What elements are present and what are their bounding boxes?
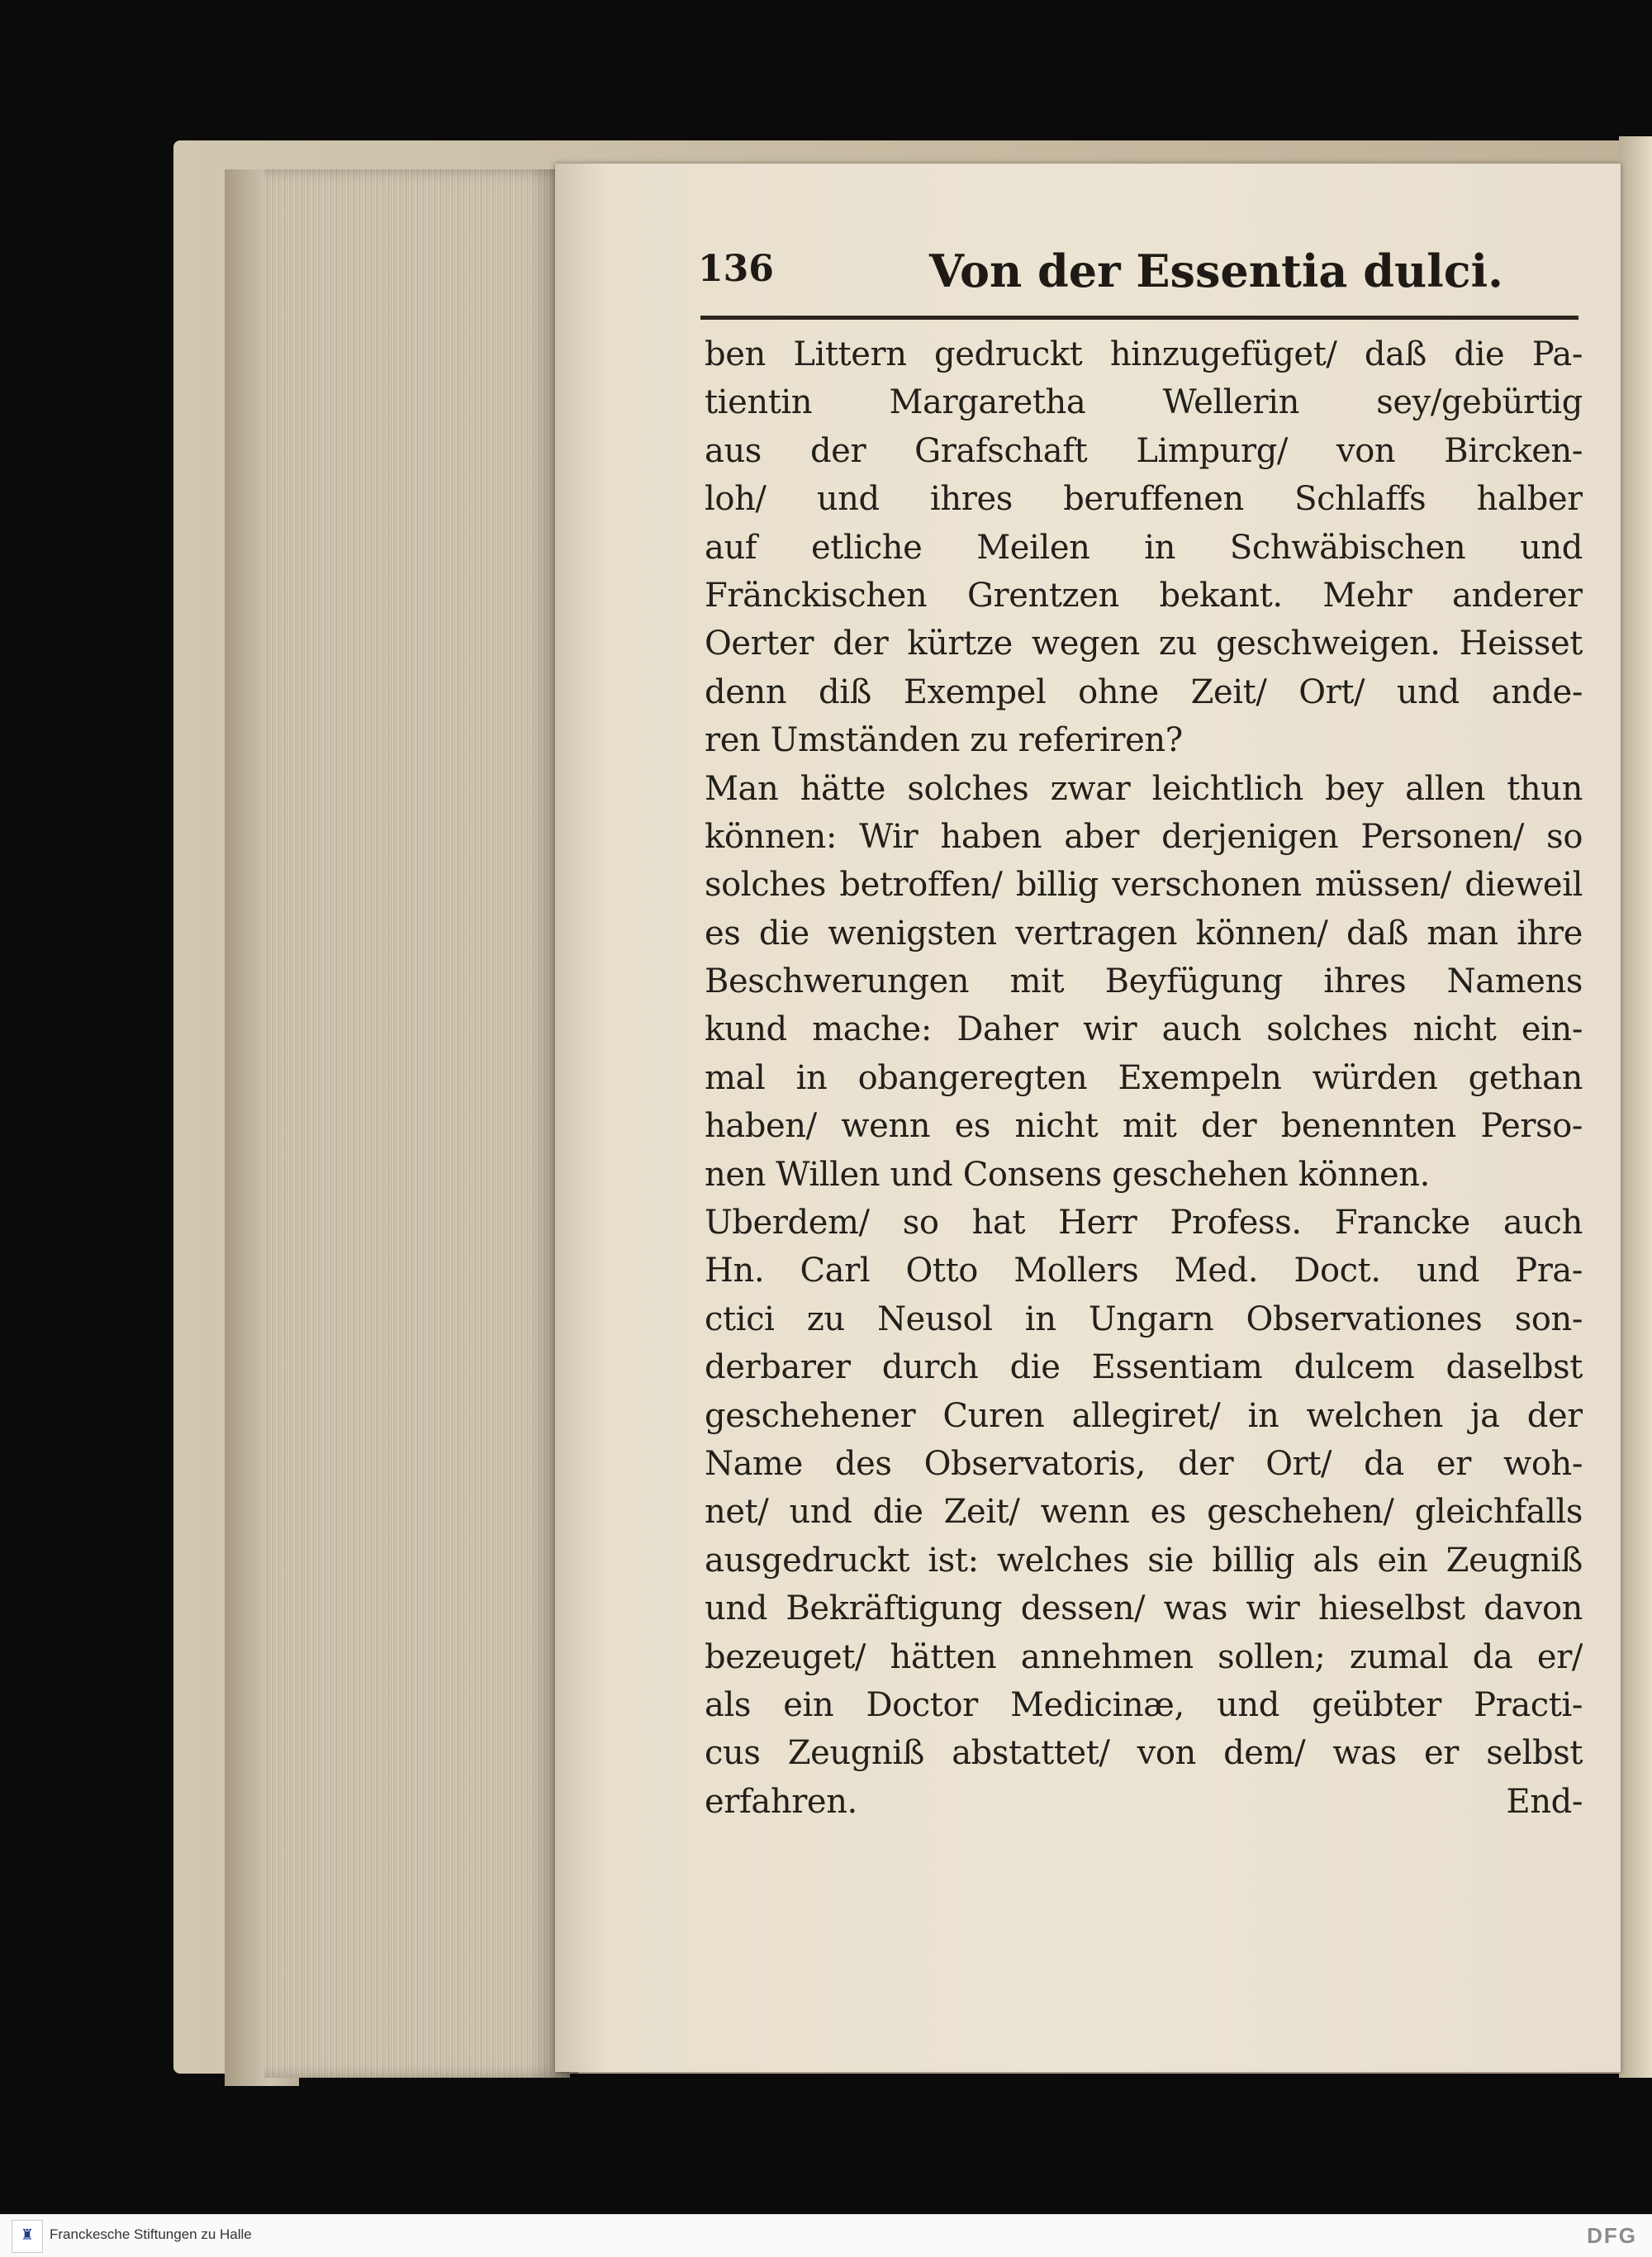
text-line: auf etliche Meilen in Schwäbischen und bbox=[705, 528, 1583, 567]
text-line: können: Wir haben aber derjenigen Personen/ so bbox=[705, 817, 1583, 856]
text-line: ausgedruckt ist: welches sie billig als ein Zeugniß bbox=[705, 1541, 1583, 1580]
text-line: denn diß Exempel ohne Zeit/ Ort/ und ande- bbox=[705, 672, 1583, 711]
text-line: Uberdem/ so hat Herr Profess. Francke auch bbox=[705, 1204, 1583, 1243]
dfg-logo[interactable]: DFG bbox=[1587, 2223, 1637, 2248]
text-line: erfahren. bbox=[705, 1782, 857, 1821]
text-line: Beschwerungen mit Beyfügung ihres Namens bbox=[705, 962, 1583, 1001]
text-line: als ein Doctor Medicinæ, und geübter Practi- bbox=[705, 1685, 1583, 1724]
facing-page-edge bbox=[1619, 136, 1652, 2078]
logo-mark-icon: ♜ bbox=[20, 2226, 35, 2244]
text-line: Man hätte solches zwar leichtlich bey allen thun bbox=[705, 769, 1583, 808]
text-line: nen Willen und Consens geschehen können. bbox=[705, 1155, 1430, 1194]
text-line: Oerter der kürtze wegen zu geschweigen. Heisset bbox=[705, 625, 1583, 663]
institution-name[interactable]: Franckesche Stiftungen zu Halle bbox=[50, 2226, 252, 2242]
page-number: 136 bbox=[698, 248, 774, 290]
text-line: derbarer durch die Essentiam dulcem daselbst bbox=[705, 1348, 1583, 1387]
text-line: Hn. Carl Otto Mollers Med. Doct. und Pra- bbox=[705, 1252, 1583, 1290]
body-text bbox=[705, 330, 1583, 1826]
text-line: es die wenigsten vertragen können/ daß man ihre bbox=[705, 914, 1583, 953]
text-line: geschehener Curen allegiret/ in welchen ja der bbox=[705, 1396, 1583, 1435]
text-line: mal in obangeregten Exempeln würden gethan bbox=[705, 1058, 1583, 1097]
page-block bbox=[264, 169, 570, 2078]
text-line: solches betroffen/ billig verschonen müssen/ dieweil bbox=[705, 866, 1583, 905]
text-line: ctici zu Neusol in Ungarn Observationes son- bbox=[705, 1300, 1583, 1338]
text-line: cus Zeugniß abstattet/ von dem/ was er selbst bbox=[705, 1734, 1583, 1773]
page-header bbox=[698, 245, 1582, 306]
text-line: bezeuget/ hätten annehmen sollen; zumal da er/ bbox=[705, 1637, 1583, 1676]
text-line: haben/ wenn es nicht mit der benennten Perso- bbox=[705, 1107, 1583, 1146]
text-line: net/ und die Zeit/ wenn es geschehen/ gleichfalls bbox=[705, 1493, 1583, 1532]
text-line: Fränckischen Grentzen bekant. Mehr anderer bbox=[705, 576, 1583, 615]
text-line: ben Littern gedruckt hinzugefüget/ daß die Pa- bbox=[705, 335, 1583, 373]
text-line: ren Umständen zu referiren? bbox=[705, 721, 1183, 760]
text-line: und Bekräftigung dessen/ was wir hieselbst davon bbox=[705, 1589, 1583, 1628]
text-line-with-catchword bbox=[705, 1778, 1583, 1826]
text-line: kund mache: Daher wir auch solches nicht ein- bbox=[705, 1010, 1583, 1049]
catchword: End- bbox=[1506, 1782, 1583, 1821]
text-line: aus der Grafschaft Limpurg/ von Bircken- bbox=[705, 431, 1583, 470]
text-line: Name des Observatoris, der Ort/ da er woh- bbox=[705, 1444, 1583, 1483]
running-title: Von der Essentia dulci. bbox=[929, 245, 1503, 297]
text-line: loh/ und ihres beruffenen Schlaffs halber bbox=[705, 480, 1583, 519]
viewer-footer bbox=[0, 2214, 1652, 2257]
header-rule bbox=[700, 316, 1578, 320]
text-line: tientin Margaretha Wellerin sey/gebürtig bbox=[705, 383, 1583, 422]
institution-logo[interactable] bbox=[12, 2220, 43, 2253]
